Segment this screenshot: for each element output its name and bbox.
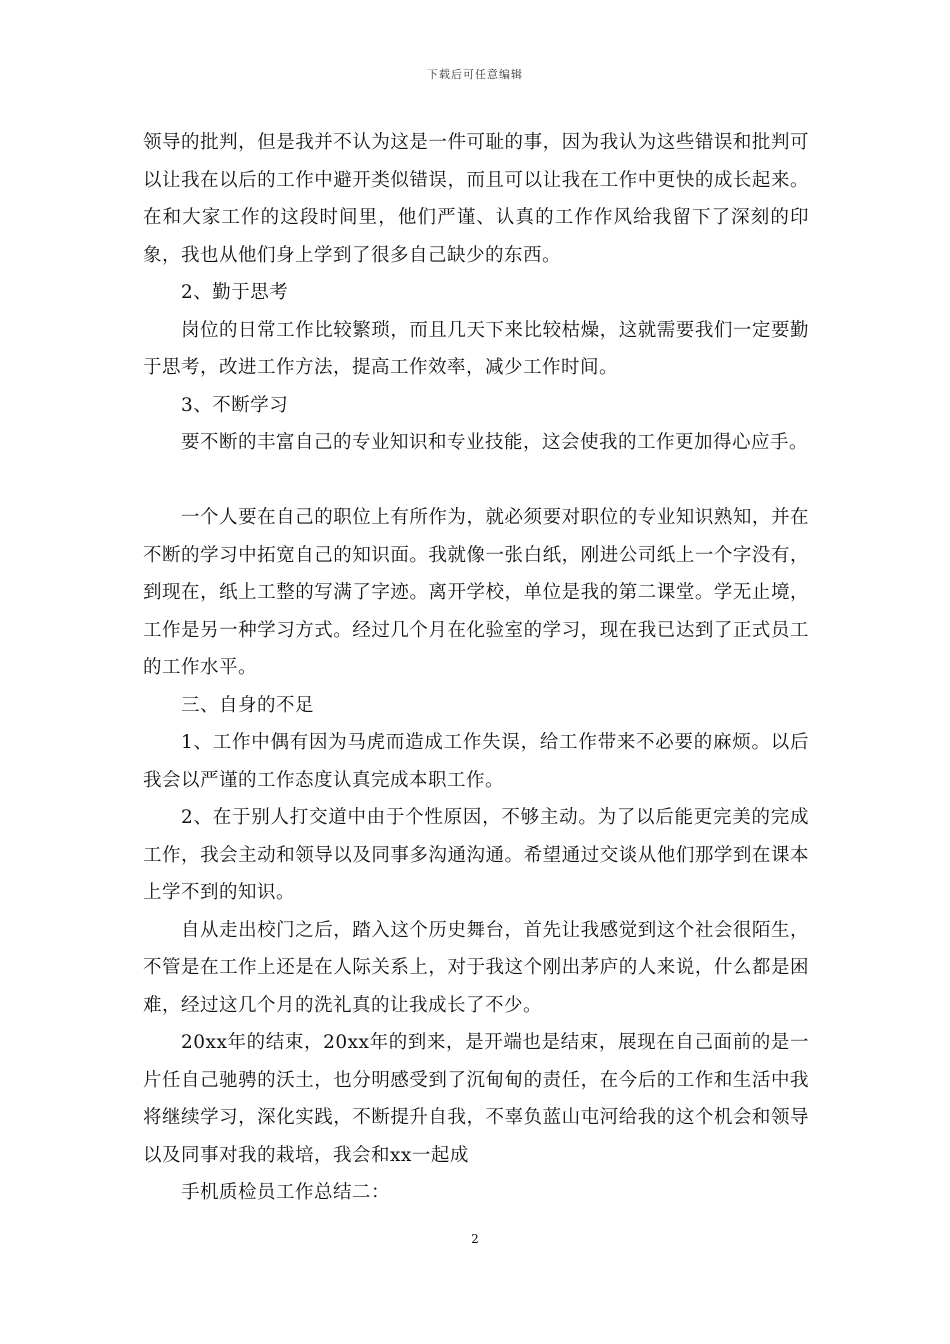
paragraph-diligent-thinking: 岗位的日常工作比较繁琐，而且几天下来比较枯燥，这就需要我们一定要勤于思考，改进工作方法，提高工作效率，减少工作时间。 xyxy=(143,319,809,378)
paragraph-shortcoming-1: 1、工作中偶有因为马虎而造成工作失误，给工作带来不必要的麻烦。以后我会以严谨的工作态度认真完成本职工作。 xyxy=(143,732,809,791)
paragraph-criticism-continuation: 领导的批判，但是我并不认为这是一件可耻的事，因为我认为这些错误和批判可以让我在以后的工作中避开类似错误，而且可以让我在工作中更快的成长起来。在和大家工作的这段时间里，他们严谨、认真的工作作风给我留下了深刻的印象，我也从他们身上学到了很多自己缺少的东西。 xyxy=(143,132,809,266)
heading-shortcomings: 三、自身的不足 xyxy=(181,694,315,716)
heading-summary-two: 手机质检员工作总结二： xyxy=(181,1182,391,1203)
paragraph-professional-knowledge: 一个人要在自己的职位上有所作为，就必须要对职位的专业知识熟知，并在不断的学习中拓宽自己的知识面。我就像一张白纸，刚进公司纸上一个字没有，到现在，纸上工整的写满了字迹。离开学校，单位是我的第二课堂。学无止境，工作是另一种学习方式。经过几个月在化验室的学习，现在我已达到了正式员工的工作水平。 xyxy=(143,507,809,678)
page-header-note: 下载后可任意编辑 xyxy=(427,68,523,81)
heading-continuous-learning: 3、不断学习 xyxy=(181,394,289,416)
paragraph-shortcoming-2: 2、在于别人打交道中由于个性原因，不够主动。为了以后能更完美的完成工作，我会主动和领导以及同事多沟通沟通。希望通过交谈从他们那学到在课本上学不到的知识。 xyxy=(143,807,809,903)
paragraph-since-graduation: 自从走出校门之后，踏入这个历史舞台，首先让我感觉到这个社会很陌生，不管是在工作上还是在人际关系上，对于我这个刚出茅庐的人来说，什么都是困难，经过这几个月的洗礼真的让我成长了不少。 xyxy=(143,919,809,1016)
paragraph-year-end: 20xx年的结束，20xx年的到来，是开端也是结束，展现在自己面前的是一片任自己驰骋的沃土，也分明感受到了沉甸甸的责任，在今后的工作和生活中我将继续学习，深化实践，不断提升自我，不辜负蓝山屯河给我的这个机会和领导以及同事对我的栽培，我会和xx一起成 xyxy=(143,1032,809,1166)
heading-diligent-thinking: 2、勤于思考 xyxy=(181,282,289,303)
blank-line xyxy=(143,462,809,500)
document-body xyxy=(143,124,809,1212)
page-number: 2 xyxy=(471,1232,479,1246)
paragraph-continuous-learning: 要不断的丰富自己的专业知识和专业技能，这会使我的工作更加得心应手。 xyxy=(181,432,809,453)
